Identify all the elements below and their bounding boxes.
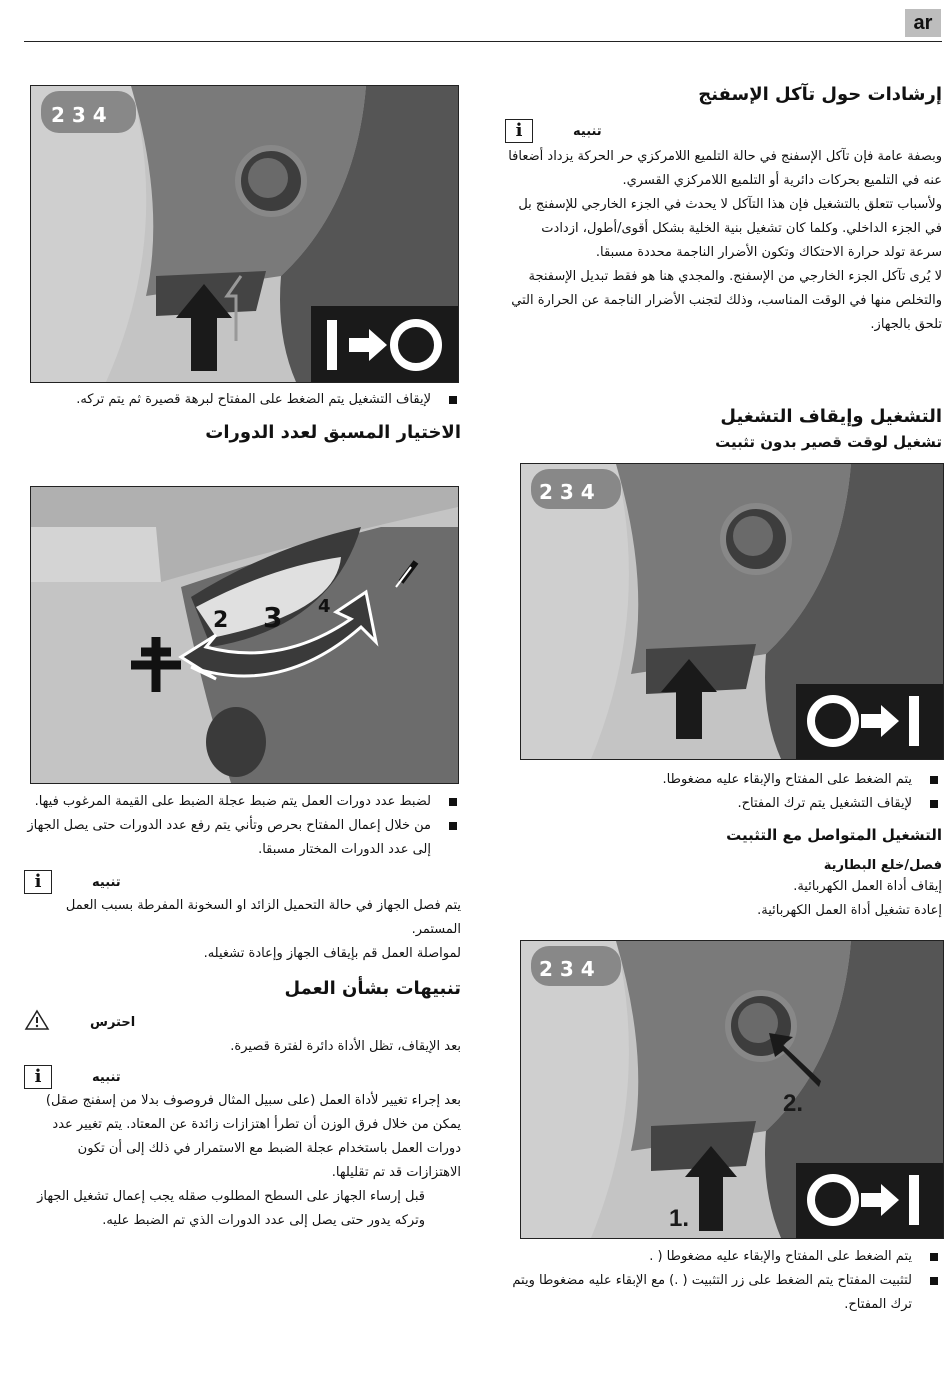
info-icon: i [24, 1065, 52, 1089]
note-label: تنبيه [92, 1069, 121, 1085]
info-icon: i [24, 870, 52, 894]
paragraph: ولأسباب تتعلق بالتشغيل فإن هذا التآكل لا يحدث في الجزء الخارجي للإسفنج بل في الجزء الداخلي. وكلما كان تشغيل بنية الخلية بشكل أقوى/أطول، ازدادت سرعة تولد حرارة الاحتكاك وتكون الأضرار الناجمة محددة مسبقا. [518, 197, 942, 260]
list-item: لإيقاف التشغيل يتم الضغط على المفتاح لبرهة قصيرة ثم يتم تركه. [24, 388, 461, 412]
paragraph: وبصفة عامة فإن تآكل الإسفنج في حالة التلميع اللامركزي حر الحركة يزداد أضعافا عنه في التلميع بحركات دائرية أو التلميع اللامركزي القسري. [508, 149, 942, 188]
dial-number: 3 [263, 601, 283, 634]
subtitle-momentary: تشغيل لوقت قصير بدون تثبيت [715, 433, 942, 451]
list-item: من خلال إعمال المفتاح بحرص وتأني يتم رفع عدد الدورات حتى يصل الجهاز إلى عدد الدورات المختار مسبقا. [24, 814, 461, 862]
info-icon: i [505, 119, 533, 143]
figure-momentary-switch [520, 463, 944, 760]
note-text [24, 894, 461, 966]
lock-bullets [505, 1245, 942, 1317]
text-line: لمواصلة العمل قم بإيقاف الجهاز وإعادة تشغيله. [203, 946, 461, 961]
subtitle-battery: فصل/خلع البطارية [823, 858, 942, 873]
note-indented-text [24, 1185, 461, 1233]
figure-lock-on [520, 940, 944, 1239]
language-badge: ar [905, 9, 941, 37]
note-header [505, 119, 942, 143]
right-column [505, 84, 942, 337]
battery-text [505, 875, 942, 923]
step-label-2: 2. [783, 1090, 804, 1117]
note-header [24, 870, 461, 894]
caution-header [24, 1009, 461, 1035]
figure-speed-dial [30, 486, 459, 784]
caution-label: احترس [90, 1014, 136, 1030]
list-item: لإيقاف التشغيل يتم ترك المفتاح. [505, 792, 942, 816]
list-item: لضبط عدد دورات العمل يتم ضبط عجلة الضبط على القيمة المرغوب فيها. [24, 790, 461, 814]
text-line: إيقاف أداة العمل الكهربائية. [793, 879, 942, 894]
note-label: تنبيه [92, 874, 121, 890]
text-line: يتم فصل الجهاز في حالة التحميل الزائد او السخونة المفرطة بسبب العمل المستمر. [65, 898, 461, 937]
warning-triangle-icon [24, 1009, 50, 1035]
dial-number: 4 [318, 596, 331, 617]
note-header [24, 1065, 461, 1089]
figure-switch-off [30, 85, 459, 383]
caution-text: بعد الإيقاف، تظل الأداة دائرة لفترة قصيرة. [230, 1039, 461, 1054]
paragraph: لا يُرى تآكل الجزء الخارجي من الإسفنج. والمجدي هنا هو فقط تبديل الإسفنجة والتخلص منها في الوقت المناسب، وذلك لتجنب الأضرار الناجمة عن الحرارة التي تلحق بالجهاز. [511, 269, 942, 332]
note-text: بعد إجراء تغيير لأداة العمل (على سبيل المثال فروصوف بدلا من إسفنج صقل) يمكن من خلال فرق الوزن أن تطرأ اهتزازات زائدة عن المعتاد. يتم تغيير عدد دورات العمل باستخدام عجلة الضبط مع الاستمرار في ذلك إلى أن تكون الاهتزازات قد تم تقليلها. [45, 1093, 461, 1180]
switch-bullets [505, 768, 942, 923]
step-label-1: 1. [669, 1205, 690, 1232]
text-line: قبل إرساء الجهاز على السطح المطلوب صقله يجب إعمال تشغيل الجهاز وتركه يدور حتى يصل إلى عدد الدورات الذي تم الضبط عليه. [37, 1189, 425, 1228]
section-title-speed: الاختيار المسبق لعدد الدورات [205, 422, 461, 443]
header-rule [24, 41, 942, 42]
section-title-work-notes: تنبيهات بشأن العمل [284, 978, 461, 999]
list-item: يتم الضغط على المفتاح والإبقاء عليه مضغوطا. [505, 768, 942, 792]
svg-text:2 3 4: 2 3 4 [51, 103, 107, 127]
text-line: إعادة تشغيل أداة العمل الكهربائية. [757, 903, 942, 918]
stop-text [24, 388, 461, 443]
section-title-sponge-wear: إرشادات حول تآكل الإسفنج [698, 84, 942, 105]
subtitle-continuous: التشغيل المتواصل مع التثبيت [726, 826, 942, 844]
svg-text:2 3 4: 2 3 4 [539, 957, 595, 981]
list-item: لتثبيت المفتاح يتم الضغط على زر التثبيت ( .) مع الإبقاء عليه مضغوطا ويتم ترك المفتاح. [505, 1269, 942, 1317]
dial-number: 2 [213, 608, 229, 633]
sponge-wear-text [505, 145, 942, 337]
svg-text:2 3 4: 2 3 4 [539, 480, 595, 504]
section-title-switching: التشغيل وإيقاف التشغيل [720, 406, 942, 427]
list-item: يتم الضغط على المفتاح والإبقاء عليه مضغوطا ( . [505, 1245, 942, 1269]
note-label: تنبيه [573, 123, 602, 139]
speed-bullets [24, 790, 461, 1233]
switch-section [505, 406, 942, 451]
